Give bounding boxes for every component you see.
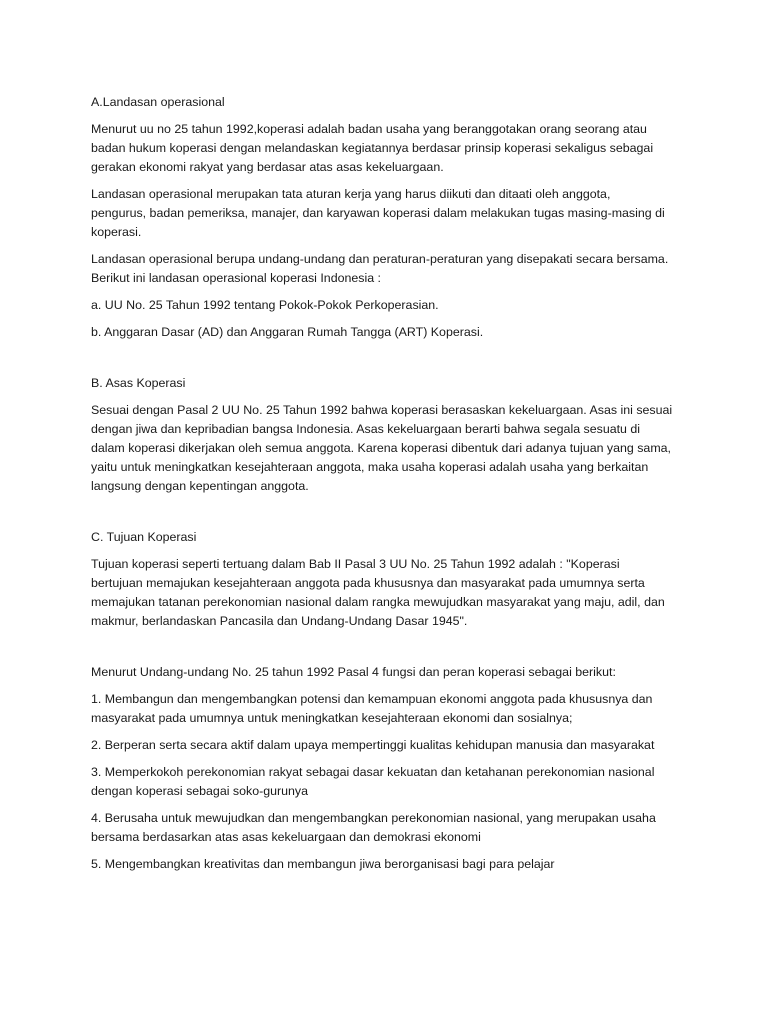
section-a-paragraph-2: [91, 185, 691, 242]
text-line: gerakan ekonomi rakyat yang berdasar atas asas kekeluargaan.: [91, 160, 444, 174]
text-line: yaitu untuk meningkatkan kesejahteraan anggota, maka usaha koperasi adalah usaha yang berkaitan: [91, 460, 649, 474]
section-d-intro: Menurut Undang-undang No. 25 tahun 1992 Pasal 4 fungsi dan peran koperasi sebagai berikut:: [91, 665, 616, 679]
text-line: Sesuai dengan Pasal 2 UU No. 25 Tahun 1992 bahwa koperasi berasaskan kekeluargaan. Asas ini sesuai: [91, 403, 673, 417]
section-a-paragraph-1: [91, 120, 691, 177]
text-line: 1. Membangun dan mengembangkan potensi dan kemampuan ekonomi anggota pada khususnya dan: [91, 692, 653, 706]
text-line: Landasan operasional merupakan tata aturan kerja yang harus diikuti dan ditaati oleh anggota,: [91, 187, 611, 201]
document-page: [91, 93, 691, 874]
text-line: 3. Memperkokoh perekonomian rakyat sebagai dasar kekuatan dan ketahanan perekonomian nasional: [91, 765, 655, 779]
text-line: badan hukum koperasi dengan melandaskan kegiatannya berdasar prinsip koperasi sekaligus sebagai: [91, 141, 654, 155]
text-line: dengan jiwa dan kepribadian bangsa Indonesia. Asas kekeluargaan berarti bahwa segala sesuatu di: [91, 422, 641, 436]
function-item-4: [91, 809, 691, 847]
list-item-b: b. Anggaran Dasar (AD) dan Anggaran Rumah Tangga (ART) Koperasi.: [91, 325, 484, 339]
section-c-heading: C. Tujuan Koperasi: [91, 530, 197, 544]
text-line: makmur, berlandaskan Pancasila dan Undang-Undang Dasar 1945".: [91, 614, 468, 628]
text-line: Landasan operasional berupa undang-undang dan peraturan-peraturan yang disepakati secara bersama.: [91, 252, 669, 266]
text-line: dengan koperasi sebagai soko-gurunya: [91, 784, 308, 798]
text-line: koperasi.: [91, 225, 142, 239]
text-line: langsung dengan kepentingan anggota.: [91, 479, 309, 493]
section-c-paragraph-1: [91, 555, 691, 631]
section-b-heading: B. Asas Koperasi: [91, 376, 186, 390]
section-b-paragraph-1: [91, 401, 691, 496]
text-line: bersama berdasarkan atas asas kekeluargaan dan demokrasi ekonomi: [91, 830, 481, 844]
text-line: Berikut ini landasan operasional koperasi Indonesia :: [91, 271, 381, 285]
text-line: memajukan tatanan perekonomian nasional dalam rangka mewujudkan masyarakat yang maju, adil, dan: [91, 595, 665, 609]
text-line: Menurut uu no 25 tahun 1992,koperasi adalah badan usaha yang beranggotakan orang seorang atau: [91, 122, 647, 136]
function-item-2: 2. Berperan serta secara aktif dalam upaya mempertinggi kualitas kehidupan manusia dan masyarakat: [91, 738, 655, 752]
list-item-a: a. UU No. 25 Tahun 1992 tentang Pokok-Pokok Perkoperasian.: [91, 298, 439, 312]
text-line: masyarakat pada umumnya untuk meningkatkan kesejahteraan ekonomi dan sosialnya;: [91, 711, 573, 725]
function-item-1: [91, 690, 691, 728]
text-line: Tujuan koperasi seperti tertuang dalam Bab II Pasal 3 UU No. 25 Tahun 1992 adalah : "Koperasi: [91, 557, 620, 571]
text-line: pengurus, badan pemeriksa, manajer, dan karyawan koperasi dalam melakukan tugas masing-masing di: [91, 206, 665, 220]
section-a-heading: A.Landasan operasional: [91, 95, 225, 109]
text-line: dalam koperasi dikerjakan oleh semua anggota. Karena koperasi dibentuk dari adanya tujuan yang sama,: [91, 441, 671, 455]
section-a-paragraph-3: [91, 250, 691, 288]
function-item-3: [91, 763, 691, 801]
function-item-5: 5. Mengembangkan kreativitas dan membangun jiwa berorganisasi bagi para pelajar: [91, 857, 555, 871]
text-line: 4. Berusaha untuk mewujudkan dan mengembangkan perekonomian nasional, yang merupakan usaha: [91, 811, 656, 825]
text-line: bertujuan memajukan kesejahteraan anggota pada khususnya dan masyarakat pada umumnya serta: [91, 576, 645, 590]
